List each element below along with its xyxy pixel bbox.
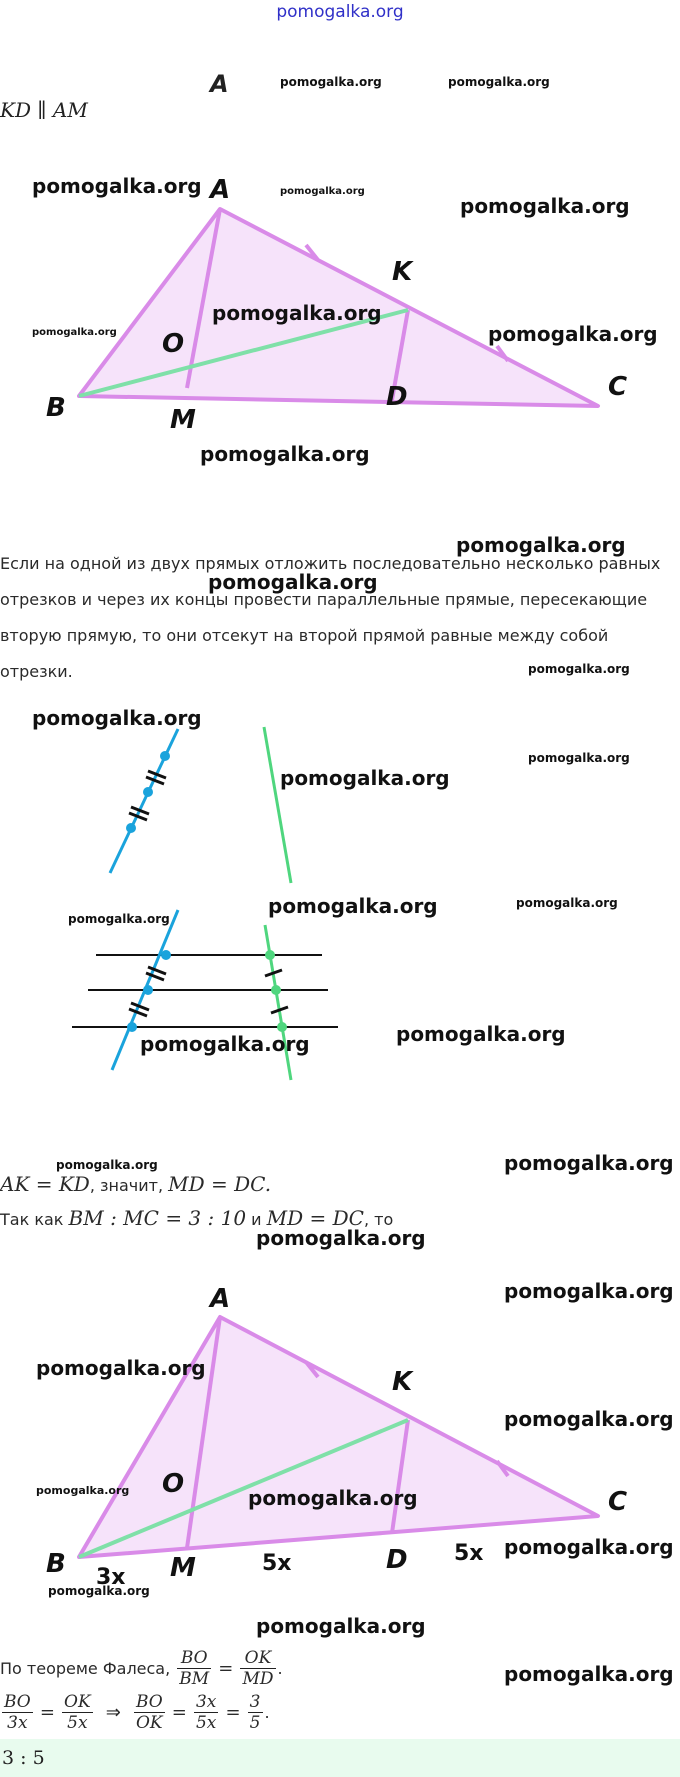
segment-bm-label: 3x (96, 1565, 126, 1590)
watermark: pomogalka.org (504, 1151, 674, 1175)
heading-letter: A (210, 70, 229, 98)
watermark: pomogalka.org (448, 75, 550, 89)
label-M-2: M (170, 1553, 196, 1583)
label-A-2: A (210, 1284, 231, 1314)
top-link[interactable]: pomogalka.org (276, 2, 404, 22)
parallel-lines-figure (0, 910, 680, 1080)
label-B: B (46, 393, 66, 423)
watermark: pomogalka.org (248, 1486, 418, 1510)
watermark: pomogalka.org (504, 1535, 674, 1559)
label-O: O (162, 329, 185, 359)
watermark: pomogalka.org (32, 327, 117, 338)
watermark: pomogalka.org (256, 1226, 426, 1250)
watermark: pomogalka.org (36, 1356, 206, 1380)
label-D: D (386, 382, 408, 412)
label-A: A (210, 175, 231, 205)
watermark: pomogalka.org (456, 533, 626, 557)
label-C: C (608, 372, 628, 402)
label-D-2: D (386, 1545, 408, 1575)
ratio-line: Так как BM : MC = 3 : 10 и MD = DC, то (0, 1206, 394, 1230)
label-B-2: B (46, 1549, 66, 1579)
watermark: pomogalka.org (280, 186, 365, 197)
watermark: pomogalka.org (36, 1484, 130, 1497)
watermark: pomogalka.org (528, 662, 630, 676)
watermark: pomogalka.org (488, 322, 658, 346)
watermark: pomogalka.org (212, 301, 382, 325)
watermark: pomogalka.org (56, 1158, 158, 1172)
watermark: pomogalka.org (528, 751, 630, 765)
watermark: pomogalka.org (32, 174, 202, 198)
watermark: pomogalka.org (504, 1662, 674, 1686)
watermark: pomogalka.org (280, 75, 382, 89)
segment-md-label: 5x (262, 1551, 292, 1576)
watermark: pomogalka.org (396, 1022, 566, 1046)
answer-bar (0, 1739, 680, 1777)
watermark: pomogalka.org (504, 1279, 674, 1303)
label-M: M (170, 405, 196, 435)
segment-dc-label: 5x (454, 1541, 484, 1566)
thales-line-1: По теореме Фалеса, $\frac{BO}{BM}$ = $\frac{OK}{MD}$ . (0, 1648, 283, 1689)
watermark: pomogalka.org (256, 1614, 426, 1638)
parallel-relation: KD ∥ AM (0, 98, 88, 122)
two-lines-figure (0, 725, 680, 885)
watermark: pomogalka.org (68, 912, 170, 926)
thales-theorem-text: Если на одной из двух прямых отложить последовательно несколько равных отрезков и через их концы провести параллельные прямые, пересекающие вторую прямую, то они отсекут на второй прямой равные между собой отрезки. (0, 554, 661, 681)
watermark: pomogalka.org (460, 194, 630, 218)
watermark: pomogalka.org (48, 1584, 150, 1598)
watermark: pomogalka.org (140, 1032, 310, 1056)
watermark: pomogalka.org (32, 706, 202, 730)
watermark: pomogalka.org (208, 570, 378, 594)
watermark: pomogalka.org (504, 1407, 674, 1431)
watermark: pomogalka.org (200, 442, 370, 466)
label-K: K (392, 257, 413, 287)
watermark: pomogalka.org (516, 896, 618, 910)
label-O-2: O (162, 1469, 185, 1499)
thales-line-2: $\frac{BO}{3x}$ = $\frac{OK}{5x}$ ⇒ $\frac{BO}{OK}$ = $\frac{3x}{5x}$ = $\frac{3}{5}$ . (4, 1692, 270, 1733)
ak-kd-line: AK = KD, значит, MD = DC. (0, 1172, 272, 1196)
answer-value: 3 : 5 (2, 1747, 45, 1769)
label-K-2: K (392, 1367, 413, 1397)
label-C-2: C (608, 1487, 628, 1517)
watermark: pomogalka.org (268, 894, 438, 918)
watermark: pomogalka.org (280, 766, 450, 790)
